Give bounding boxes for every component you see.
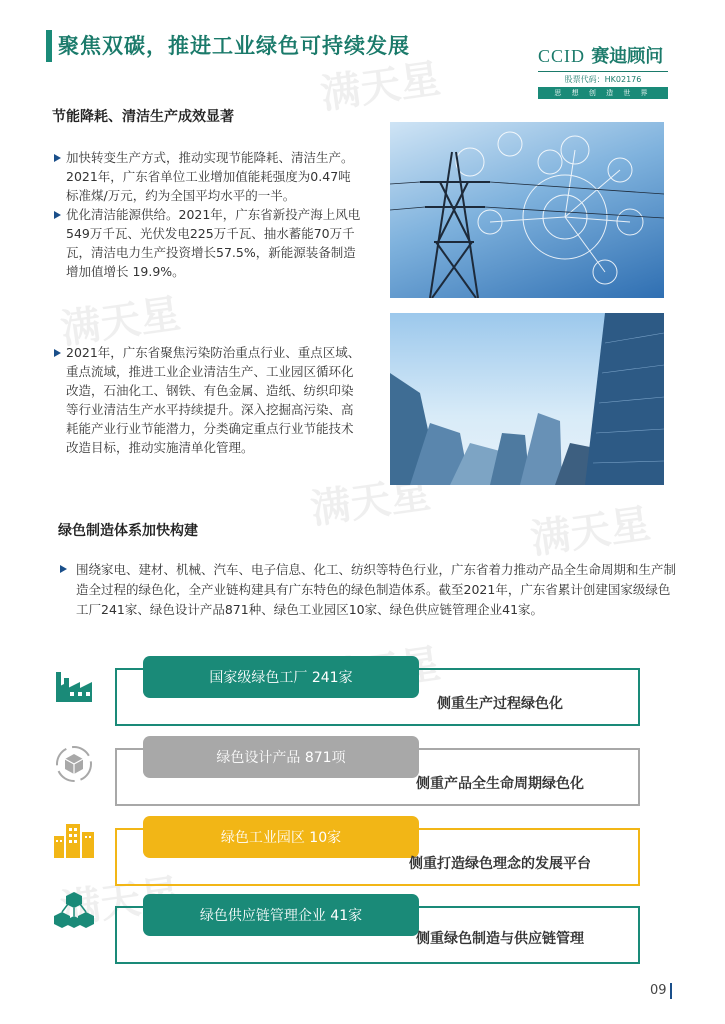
cubes-network-icon bbox=[52, 890, 96, 934]
logo-en: CCID bbox=[538, 46, 586, 66]
power-tower-photo bbox=[390, 122, 664, 298]
skyscrapers-illustration bbox=[390, 313, 664, 485]
watermark: 满天星 bbox=[317, 55, 444, 119]
logo-slogan: 思 想 创 造 世 界 bbox=[538, 87, 668, 99]
desc-green-supply-chain: 侧重绿色制造与供应链管理 bbox=[416, 931, 584, 947]
recycle-box-icon bbox=[52, 742, 96, 786]
pill-green-design: 绿色设计产品 871项 bbox=[143, 736, 419, 778]
bullet-list-bottom bbox=[52, 343, 362, 457]
title-accent-bar bbox=[46, 30, 52, 62]
page-number: 09 bbox=[650, 983, 667, 998]
section-heading-energy: 节能降耗、清洁生产成效显著 bbox=[52, 109, 234, 125]
logo-wordmark bbox=[538, 42, 668, 68]
bullet-arrow-icon bbox=[60, 565, 67, 573]
watermark: 满天星 bbox=[57, 290, 184, 354]
watermark: 满天星 bbox=[57, 870, 184, 934]
page-number-bar bbox=[670, 983, 672, 999]
bullet-list-top bbox=[52, 148, 362, 281]
desc-green-park: 侧重打造绿色理念的发展平台 bbox=[409, 856, 591, 872]
power-tower-illustration bbox=[390, 122, 664, 298]
section-heading-green-manufacturing: 绿色制造体系加快构建 bbox=[58, 523, 198, 539]
factory-icon bbox=[52, 662, 96, 706]
pill-green-park: 绿色工业园区 10家 bbox=[143, 816, 419, 858]
stock-code: 股票代码：HK02176 bbox=[538, 71, 668, 85]
desc-green-factory: 侧重生产过程绿色化 bbox=[437, 696, 563, 712]
logo-cn: 赛迪顾问 bbox=[591, 46, 664, 67]
buildings-icon bbox=[52, 818, 96, 862]
bullet-item: 2021年，广东省聚焦污染防治重点行业、重点区域、重点流域，推进工业企业清洁生产、工业园区循环化改造，石油化工、钢铁、有色金属、造纸、纺织印染等行业清洁生产水平持续提升。深入挖掘高污染、高耗能产业行业节能潜力，分类确定重点行业节能技术改造目标，推动实施清单化管理。 bbox=[52, 343, 362, 457]
pill-green-factory: 国家级绿色工厂 241家 bbox=[143, 656, 419, 698]
pill-green-supply-chain: 绿色供应链管理企业 41家 bbox=[143, 894, 419, 936]
bullet-item: 加快转变生产方式，推动实现节能降耗、清洁生产。2021年，广东省单位工业增加值能耗强度为0.47吨标准煤/万元，约为全国平均水平的一半。 bbox=[52, 148, 362, 205]
bullet-item: 优化清洁能源供给。2021年，广东省新投产海上风电549万千瓦、光伏发电225万千瓦、抽水蓄能70万千瓦，清洁电力生产投资增长57.5%，新能源装备制造增加值增长 19.9%。 bbox=[52, 205, 362, 281]
ccid-logo bbox=[538, 42, 668, 97]
desc-green-design: 侧重产品全生命周期绿色化 bbox=[416, 776, 584, 792]
green-manufacturing-paragraph: 围绕家电、建材、机械、汽车、电子信息、化工、纺织等特色行业，广东省着力推动产品全生命周期和生产制造全过程的绿色化，全产业链构建具有广东特色的绿色制造体系。截至2021年，广东省累计创建国家级绿色工厂241家、绿色设计产品871种、绿色工业园区10家、绿色供应链管理企业41家。 bbox=[76, 562, 677, 617]
page-title: 聚焦双碳，推进工业绿色可持续发展 bbox=[58, 34, 410, 58]
watermark: 满天星 bbox=[527, 500, 654, 564]
skyscrapers-photo bbox=[390, 313, 664, 485]
watermark: 满天星 bbox=[307, 470, 434, 534]
